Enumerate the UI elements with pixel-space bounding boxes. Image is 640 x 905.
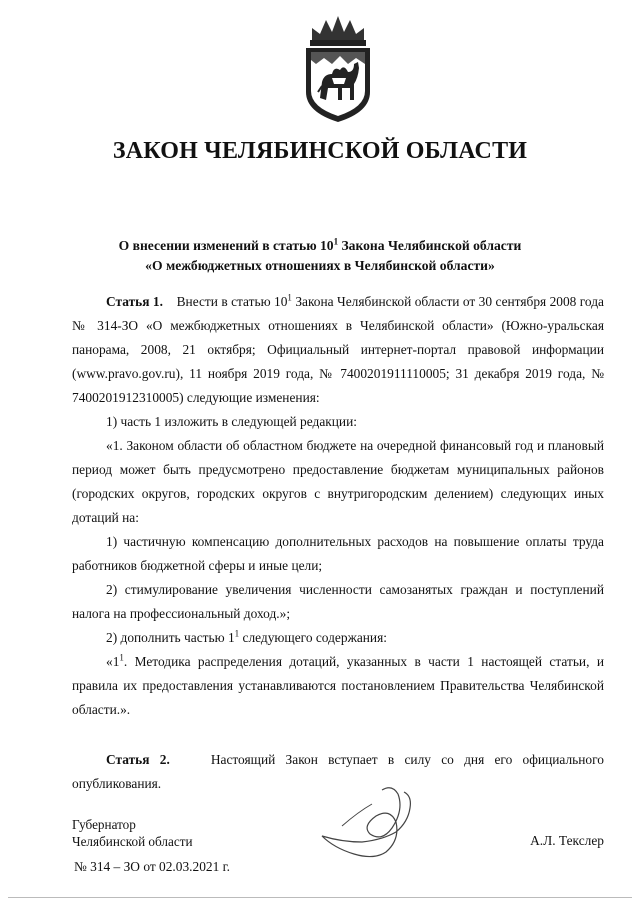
subtitle-line-2: «О межбюджетных отношениях в Челябинской области» [145, 258, 495, 273]
governor-title: Губернатор [72, 817, 136, 832]
article-1-item-2: 2) дополнить частью $1^1$ следующего содержания: [106, 628, 387, 645]
article-1-label: Статья 1. [106, 294, 163, 309]
article-1-subitem-1: 1) частичную компенсацию дополнительных расходов на повышение оплаты труда работников бюджетной сферы и иные цели; [72, 534, 604, 573]
article-1-quote-2: «$1^1$. Методика распределения дотаций, указанных в части 1 настоящей статьи, и правила их предоставления устанавливаются постановлением Правительства Челябинской области.». [72, 652, 604, 717]
bottom-edge-line [8, 897, 632, 898]
document-title: ЗАКОН ЧЕЛЯБИНСКОЙ ОБЛАСТИ [112, 138, 528, 164]
document-body [72, 290, 604, 796]
governor-region: Челябинской области [72, 834, 193, 849]
article-1-subitem-2: 2) стимулирование увеличения численности самозанятых граждан и поступлений налога на профессиональный доход.»; [72, 582, 604, 621]
article-1-intro: Статья 1. Внести в статью $10^1$ Закона Челябинской области от 30 сентября 2008 года № 314-ЗО «О межбюджетных отношениях в Челябинской области» (Южно-уральская панорама, 2008, 21 октября; Официальный интернет-портал правовой информации (www.pravo.gov.ru), 11 ноября 2019 года, № 7400201911110005; 31 декабря 2019 года, № 7400201912310005) следующие изменения: [72, 292, 605, 405]
signoff-block [72, 816, 604, 850]
coat-of-arms-icon [298, 12, 378, 124]
article-2-label: Статья 2. [106, 752, 170, 767]
document-subtitle [0, 236, 640, 276]
article-2: Статья 2. Настоящий Закон вступает в силу со дня его официального опубликования. [72, 752, 604, 791]
document-number: № 314 – ЗО от 02.03.2021 г. [74, 859, 230, 874]
subtitle-line-1: О внесении изменений в статью $10^1$ Закона Челябинской области [118, 236, 522, 253]
article-1-item-1: 1) часть 1 изложить в следующей редакции: [106, 414, 357, 429]
article-1-quote-1: «1. Законом области об областном бюджете на очередной финансовый год и плановый период может быть предусмотрено предоставление бюджетам муниципальных районов (городских округов, городских округов с внутригородским делением) следующих иных дотаций на: [72, 438, 604, 525]
governor-name: А.Л. Текслер [530, 833, 604, 848]
